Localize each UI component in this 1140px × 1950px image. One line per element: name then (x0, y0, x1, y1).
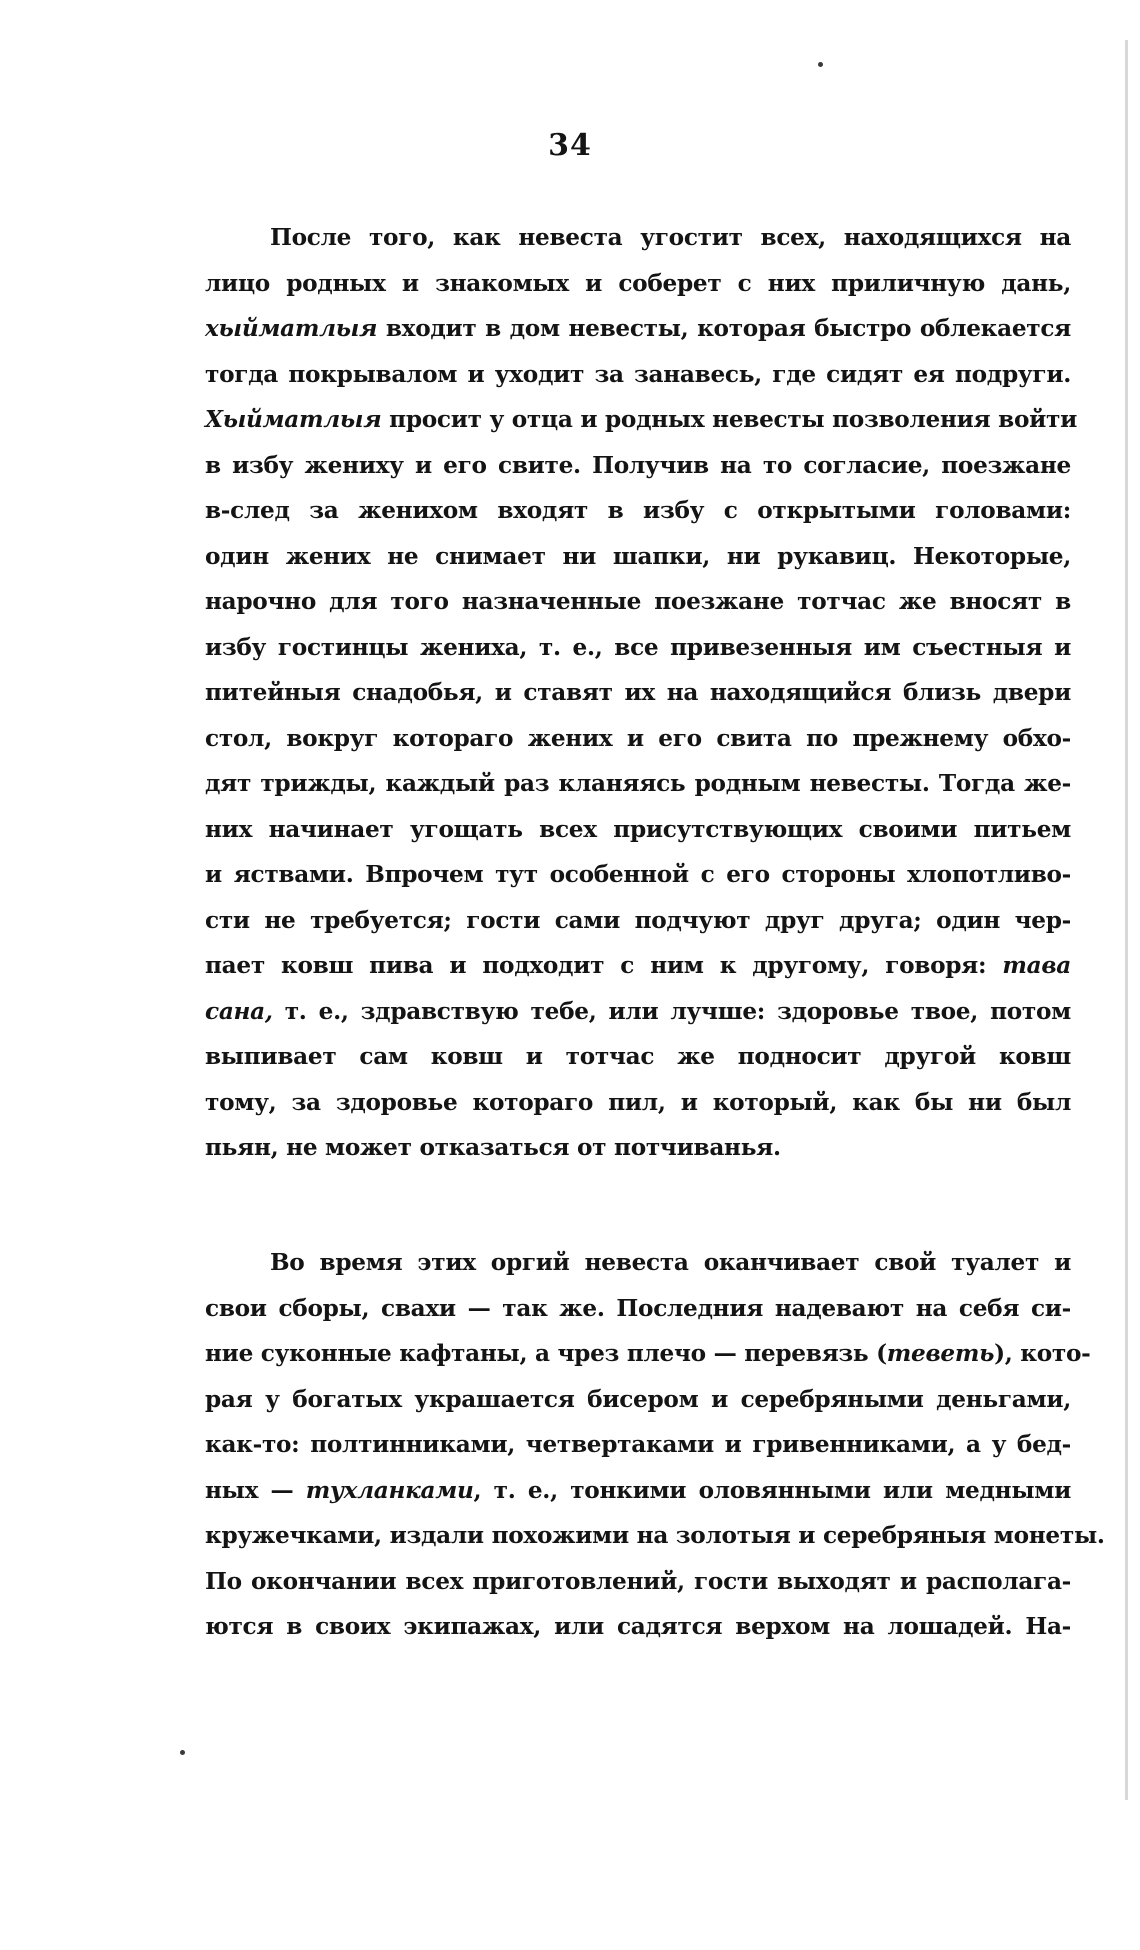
text-run: ние суконные кафтаны, а чрез плечо — перевязь ( (205, 1340, 887, 1367)
text-line: и яствами. Впрочем тут особенной с его стороны хлопотливо- (205, 861, 1071, 888)
text-line: свои сборы, свахи — так же. Последния надевают на себя си- (205, 1294, 1071, 1322)
text-line: дят трижды, каждый раз кланяясь родным невесты. Тогда же- (205, 770, 1071, 797)
text-line: лицо родных и знакомых и соберет с них приличную дань, (205, 269, 1071, 297)
paragraph-2 (205, 1240, 1105, 1650)
page-number: 34 (548, 128, 592, 163)
text-line (205, 989, 1071, 1035)
text-run: входит в дом невесты, которая быстро облекается (377, 315, 1071, 342)
text-line (205, 306, 1071, 352)
text-line: в-след за женихом входят в избу с открытыми головами: (205, 497, 1071, 524)
text-line: выпивает сам ковш и тотчас же подносит другой ковш (205, 1043, 1071, 1070)
text-line: один жених не снимает ни шапки, ни рукавиц. Некоторые, (205, 542, 1071, 570)
text-line: питейныя снадобья, и ставят их на находящийся близь двери (205, 679, 1071, 706)
text-run: ных — (205, 1476, 306, 1504)
text-line: как-то: полтинниками, четвертаками и гривенниками, а у бед- (205, 1431, 1071, 1458)
text-line: избу гостинцы жениха, т. е., все привезенныя им съестныя и (205, 633, 1071, 661)
text-run: ), кото- (994, 1340, 1091, 1367)
text-line: в избу жениху и его свите. Получив на то согласие, поезжане (205, 451, 1071, 479)
text-run: пает ковш пива и подходит с ним к другому, говоря: (205, 952, 1003, 979)
paragraph-1 (205, 215, 1077, 1171)
text-line: них начинает угощать всех присутствующих своими питьем (205, 815, 1071, 843)
italic-term: сана, (205, 997, 273, 1025)
text-line: После того, как невеста угостит всех, находящихся на (270, 224, 1071, 251)
text-line (205, 943, 1071, 989)
italic-term: хыйматлыя (205, 315, 378, 342)
text-line: сти не требуется; гости сами подчуют друг друга; один чер- (205, 906, 1071, 934)
italic-term: Хыйматлыя (205, 406, 382, 433)
text-run: , т. е., тонкими оловянными или медными (473, 1476, 1072, 1504)
text-line: По окончании всех приготовлений, гости выходят и располага- (205, 1567, 1071, 1595)
text-line: тому, за здоровье котораго пил, и который, как бы ни был (205, 1088, 1071, 1116)
text-line: ются в своих экипажах, или садятся верхом на лошадей. На- (205, 1613, 1071, 1640)
ink-speck (180, 1750, 185, 1755)
text-line: Во время этих оргий невеста оканчивает свой туалет и (270, 1249, 1071, 1276)
text-line: нарочно для того назначенные поезжане тотчас же вносят в (205, 588, 1071, 615)
text-line: стол, вокруг котораго жених и его свита по прежнему обхо- (205, 724, 1071, 752)
text-line: кружечками, издали похожими на золотыя и серебряныя монеты. (205, 1522, 1105, 1549)
text-line (205, 1468, 1071, 1514)
text-run: т. е., здравствую тебе, или лучше: здоровье твое, потом (272, 997, 1071, 1025)
italic-term: теветь (886, 1340, 995, 1367)
ink-speck (818, 62, 823, 67)
text-line (205, 397, 1077, 443)
page-edge-shadow (1125, 40, 1128, 1800)
text-line: тогда покрывалом и уходит за занавесь, где сидят ея подруги. (205, 360, 1071, 388)
text-line: рая у богатых украшается бисером и серебряными деньгами, (205, 1385, 1071, 1413)
text-line (205, 1331, 1091, 1377)
text-run: просит у отца и родных невесты позволения войти (381, 406, 1077, 433)
italic-term: тухланками (305, 1476, 474, 1504)
text-line: пьян, не может отказаться от потчиванья. (205, 1134, 781, 1161)
italic-term: тава (1002, 952, 1071, 979)
